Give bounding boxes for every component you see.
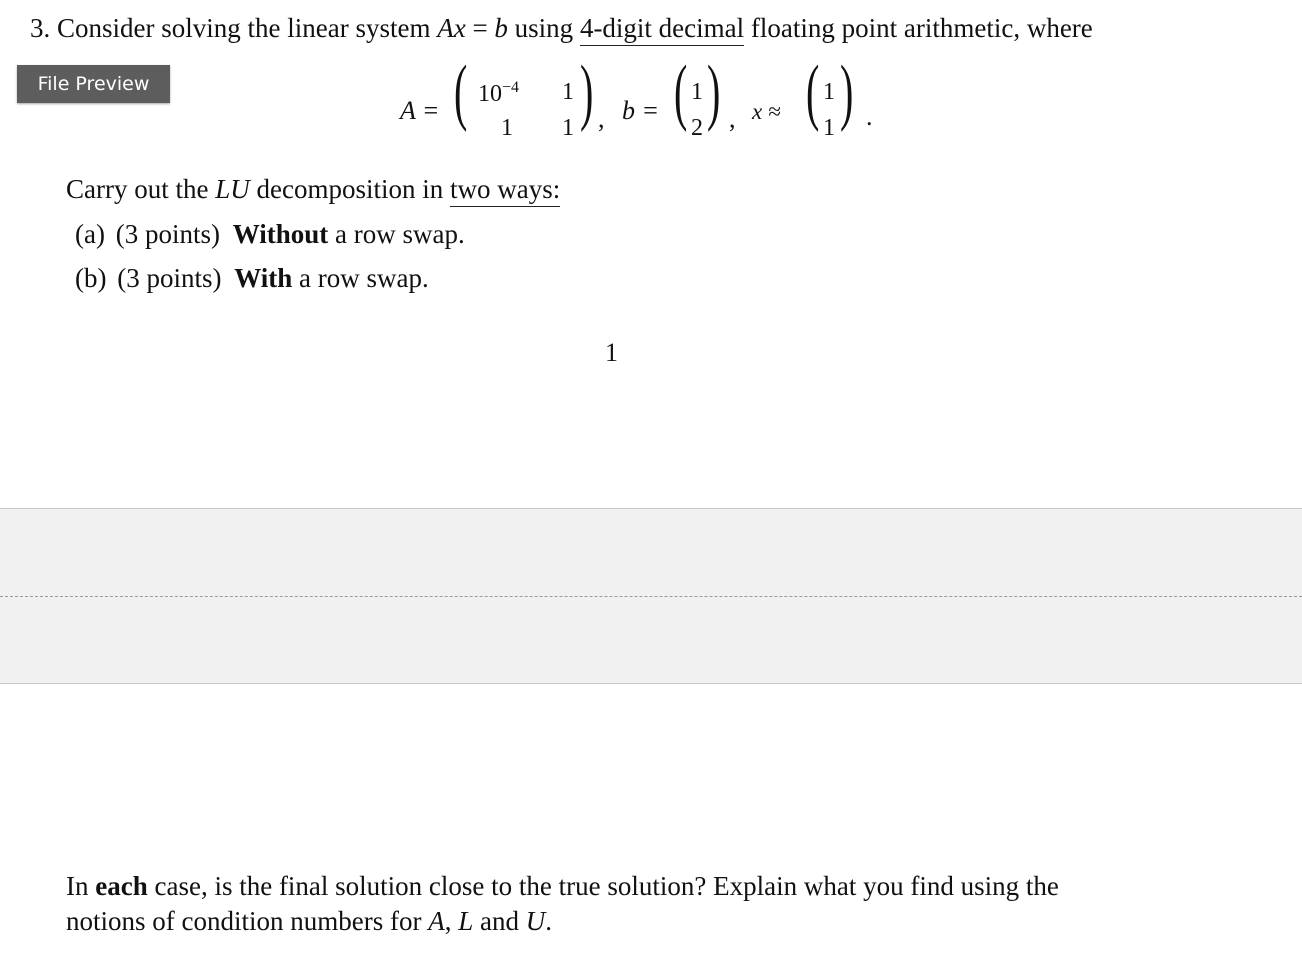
right-paren-x: ): [840, 49, 854, 133]
underlined-phrase: 4-digit decimal: [580, 13, 744, 46]
page-break-dashed-line: [0, 596, 1302, 597]
part-b: [75, 265, 429, 292]
eq-b: b: [494, 13, 508, 43]
question-number: 3.: [30, 13, 51, 43]
A-label: A =: [400, 96, 440, 125]
final-A: A: [428, 906, 445, 936]
comma-2: ,: [729, 104, 736, 133]
A-cell-21: 1: [501, 115, 513, 141]
x-cell-2: 1: [823, 115, 835, 141]
left-paren-b: (: [674, 49, 688, 133]
eq-x: x: [453, 13, 466, 43]
page-number: 1: [605, 338, 618, 367]
final-and: and: [480, 906, 519, 936]
final-line-2: [66, 908, 552, 935]
part-a-bold: Without: [232, 219, 329, 249]
final-pre: In: [66, 871, 89, 901]
A-cell-12: 1: [562, 79, 574, 105]
final-line2-pre: notions of condition numbers for: [66, 906, 422, 936]
final-end: .: [545, 906, 552, 936]
part-a: [75, 221, 465, 248]
final-line-1: [66, 873, 1059, 900]
final-bold-each: each: [95, 871, 148, 901]
part-b-bold: With: [234, 263, 293, 293]
b-label: b =: [622, 96, 660, 125]
b-cell-2: 2: [691, 115, 703, 141]
left-paren-x: (: [806, 49, 820, 133]
eq-equals: =: [472, 13, 488, 43]
final-L: L: [458, 906, 474, 936]
question-intro-post: floating point arithmetic, where: [750, 13, 1093, 43]
part-a-label: (a): [75, 219, 105, 249]
lu-mid: decomposition in: [256, 174, 444, 204]
left-paren-A: (: [454, 49, 468, 133]
final-U: U: [525, 906, 546, 936]
x-cell-1: 1: [823, 79, 835, 105]
final-post: case, is the final solution close to the true solution? Explain what you find using the: [154, 871, 1059, 901]
eq-A: A: [437, 13, 454, 43]
A-cell-22: 1: [562, 115, 574, 141]
question-intro: Consider solving the linear system: [57, 13, 431, 43]
right-paren-b: ): [707, 49, 721, 133]
comma-1: ,: [598, 104, 605, 133]
lu-pre: Carry out the: [66, 174, 209, 204]
using-word: using: [514, 13, 574, 43]
lu-line: [66, 176, 560, 203]
part-b-rest: a row swap.: [299, 263, 429, 293]
part-b-points: (3 points): [117, 263, 222, 293]
file-preview-button[interactable]: File Preview: [17, 65, 170, 103]
period: .: [866, 102, 873, 131]
part-a-points: (3 points): [115, 219, 220, 249]
part-a-rest: a row swap.: [335, 219, 465, 249]
A-cell-11: $10^{-4}$: [478, 79, 520, 107]
final-sep: ,: [444, 906, 452, 936]
x-label: x ≈: [752, 99, 781, 124]
question-line: [30, 15, 1093, 42]
right-paren-A: ): [580, 49, 594, 133]
part-b-label: (b): [75, 263, 107, 293]
lu-symbol: LU: [215, 174, 250, 204]
b-cell-1: 1: [691, 79, 703, 105]
lu-two-ways: two ways:: [450, 174, 560, 207]
